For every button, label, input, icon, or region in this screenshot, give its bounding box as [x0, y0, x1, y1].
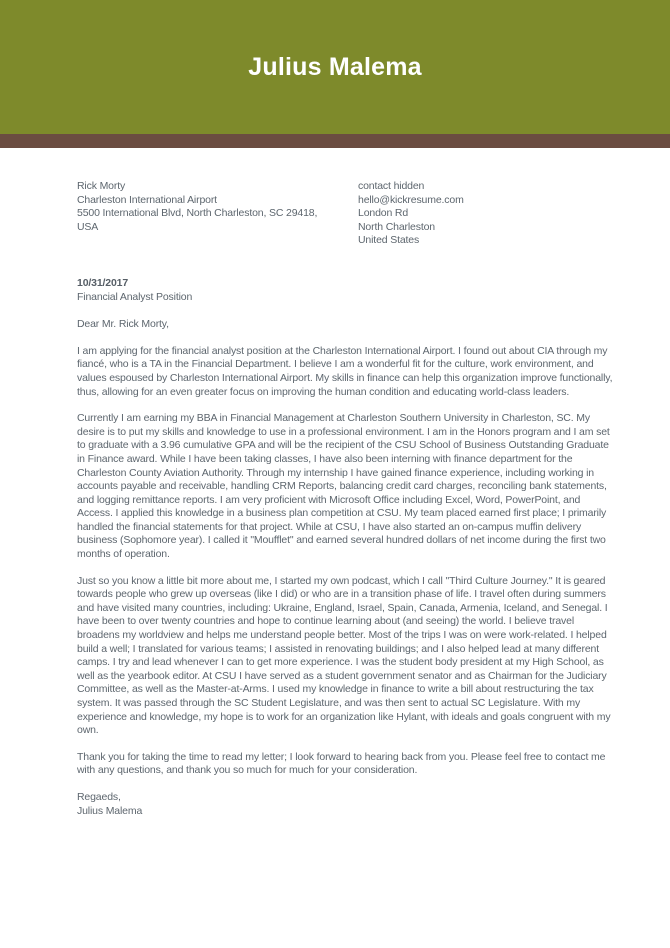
- salutation: Dear Mr. Rick Morty,: [77, 318, 169, 331]
- closing: Regaeds,: [77, 790, 121, 803]
- applicant-name: Julius Malema: [248, 52, 422, 81]
- signature-name: Julius Malema: [77, 804, 143, 817]
- meta-block: [77, 277, 613, 304]
- address-line: hello@kickresume.com: [358, 193, 464, 206]
- sender-address: [358, 180, 613, 248]
- letter-date: 10/31/2017: [77, 276, 129, 289]
- address-line: 5500 International Blvd, North Charleston, SC 29418,: [77, 207, 318, 220]
- paragraph: Currently I am earning my BBA in Financial Management at Charleston Southern University in Charleston, SC. My desire is to put my skills and knowledge to use in a professional environment. I am in the Honors program and I am set to graduate with a 3.96 cumulative GPA and will be the recipient of the CSU School of Business Outstanding Graduate in Finance award. While I have been taking classes, I have also been interning with finance department for the Charleston County Aviation Authority. Through my internship I have gained finance experience, including working in accounts payable and receivable, handling CRM Reports, balancing credit card charges, reconciling bank statements, and logging remittance reports. I am very proficient with Microsoft Office including Excel, Word, PowerPoint, and Access. I applied this knowledge in a business plan competition at CSU. My team placed earned first place; I primarily handled the financial statements for that project. While at CSU, I have also started an on-campus muffin delivery business (Sophomore year). I called it "Moufflet" and earned several hundred dollars of net income during the first two months of operation.: [77, 412, 610, 561]
- paragraph: I am applying for the financial analyst position at the Charleston International Airport. I found out about CIA through my fiancé, who is a TA in the Financial Department. I believe I am a wonderful fit for the culture, work environment, and values espoused by Charleston International Airport. My skills in finance can help this organization improve functionally, thus, allowing for an even greater focus on improving the human condition and educating world-class leaders.: [77, 344, 613, 398]
- address-line: USA: [77, 220, 99, 233]
- paragraph: Just so you know a little bit more about me, I started my own podcast, which I call "Third Culture Journey." It is geared towards people who grew up overseas (like I did) or who are in a transition phase of life. I travel often during summers and have visited many countries, including: Ukraine, England, Israel, Spain, Canada, Armenia, Iceland, and Senegal. I have been to over twenty countries and hope to continue learning about (and seeing) the world. I believe travel broadens my worldview and helps me understand people better. Most of the trips I was on were work-related. I helped build a well; I translated for various teams; I assisted in renovating buildings; and I also helped lead at many different camps. I try and lead whenever I can to get more experience. I was the student body president at my High School, as well as the yearbook editor. At CSU I have served as a student government senator and as Chairman for the Judiciary Committee, as well as the Master-at-Arms. I used my knowledge in finance to write a bill about restructuring the tax system. It was passed through the SC Student Legislature, and was then sent to actual SC Legislature. With my experience and knowledge, my hope is to work for an organization like Hylant, with ideals and goals congruent with my own.: [77, 574, 611, 737]
- paragraph: Thank you for taking the time to read my letter; I look forward to hearing back from you. Please feel free to contact me with any questions, and thank you so much for much for your consideration.: [77, 750, 606, 777]
- recipient-address: [77, 180, 358, 248]
- closing-block: [77, 791, 613, 818]
- header-band: [0, 0, 670, 134]
- letter-body: [0, 148, 670, 818]
- letter-subject: Financial Analyst Position: [77, 290, 193, 303]
- address-line: United States: [358, 234, 420, 247]
- address-line: North Charleston: [358, 220, 435, 233]
- address-block: [77, 180, 613, 248]
- address-line: contact hidden: [358, 180, 425, 192]
- accent-stripe: [0, 134, 670, 148]
- address-line: Rick Morty: [77, 180, 126, 192]
- address-line: London Rd: [358, 207, 409, 220]
- address-line: Charleston International Airport: [77, 193, 217, 206]
